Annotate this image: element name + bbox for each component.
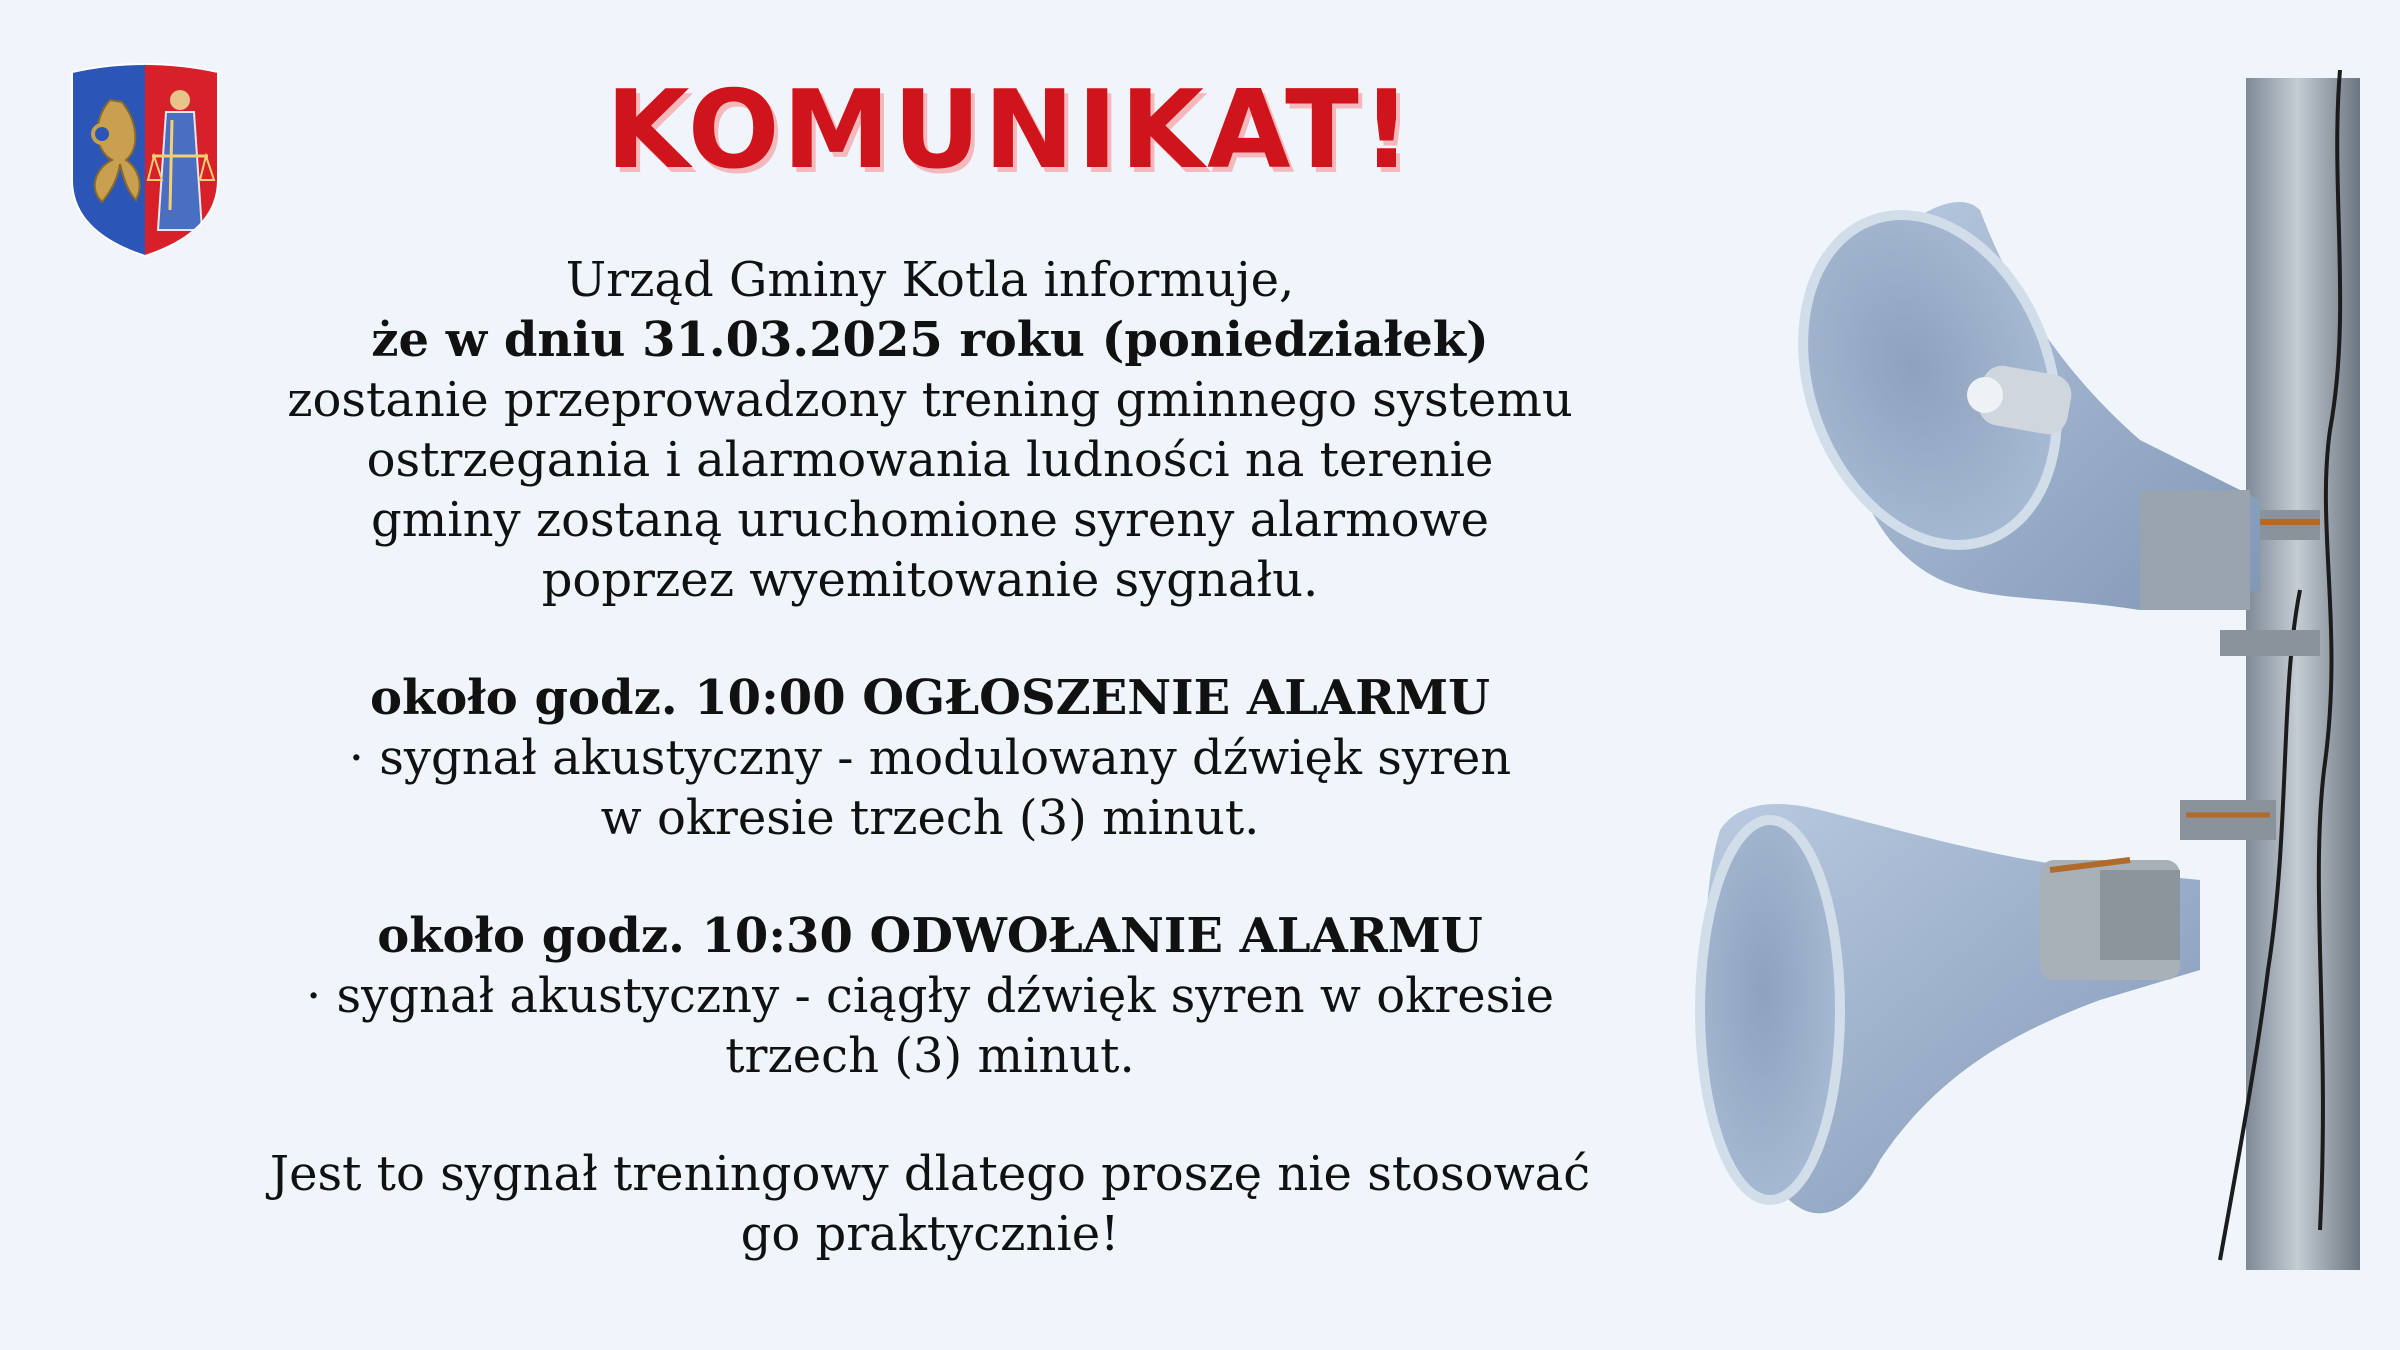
cancel-line-1: · sygnał akustyczny - ciągły dźwięk syren w okresie: [306, 968, 1554, 1024]
alarm-heading: około godz. 10:00 OGŁOSZENIE ALARMU: [369, 670, 1491, 726]
note-line-1: Jest to sygnał treningowy dlatego proszę nie stosować: [269, 1146, 1591, 1202]
intro-date-line: że w dniu 31.03.2025 roku (poniedziałek): [371, 312, 1489, 368]
cancel-line-2: trzech (3) minut.: [725, 1028, 1135, 1084]
cancel-heading: około godz. 10:30 ODWOŁANIE ALARMU: [377, 908, 1483, 964]
note-line-2: go praktycznie!: [740, 1206, 1120, 1262]
alarm-line-2: w okresie trzech (3) minut.: [600, 790, 1260, 846]
announcement-body: [230, 250, 1630, 1264]
siren-loudspeakers-icon: [1680, 70, 2380, 1280]
spacer: [230, 848, 1630, 906]
page-title: KOMUNIKAT!: [605, 68, 1415, 193]
spacer: [230, 1086, 1630, 1144]
alarm-line-1: · sygnał akustyczny - modulowany dźwięk syren: [348, 730, 1512, 786]
intro-line-3: zostanie przeprowadzony trening gminnego systemu: [287, 372, 1573, 428]
intro-line-1: Urząd Gminy Kotla informuje,: [565, 252, 1295, 308]
intro-line-4: ostrzegania i alarmowania ludności na terenie: [366, 432, 1494, 488]
spacer: [230, 610, 1630, 668]
intro-line-5: gminy zostaną uruchomione syreny alarmowe: [370, 492, 1490, 548]
coat-of-arms-icon: [62, 60, 228, 260]
intro-line-6: poprzez wyemitowanie sygnału.: [541, 552, 1319, 608]
